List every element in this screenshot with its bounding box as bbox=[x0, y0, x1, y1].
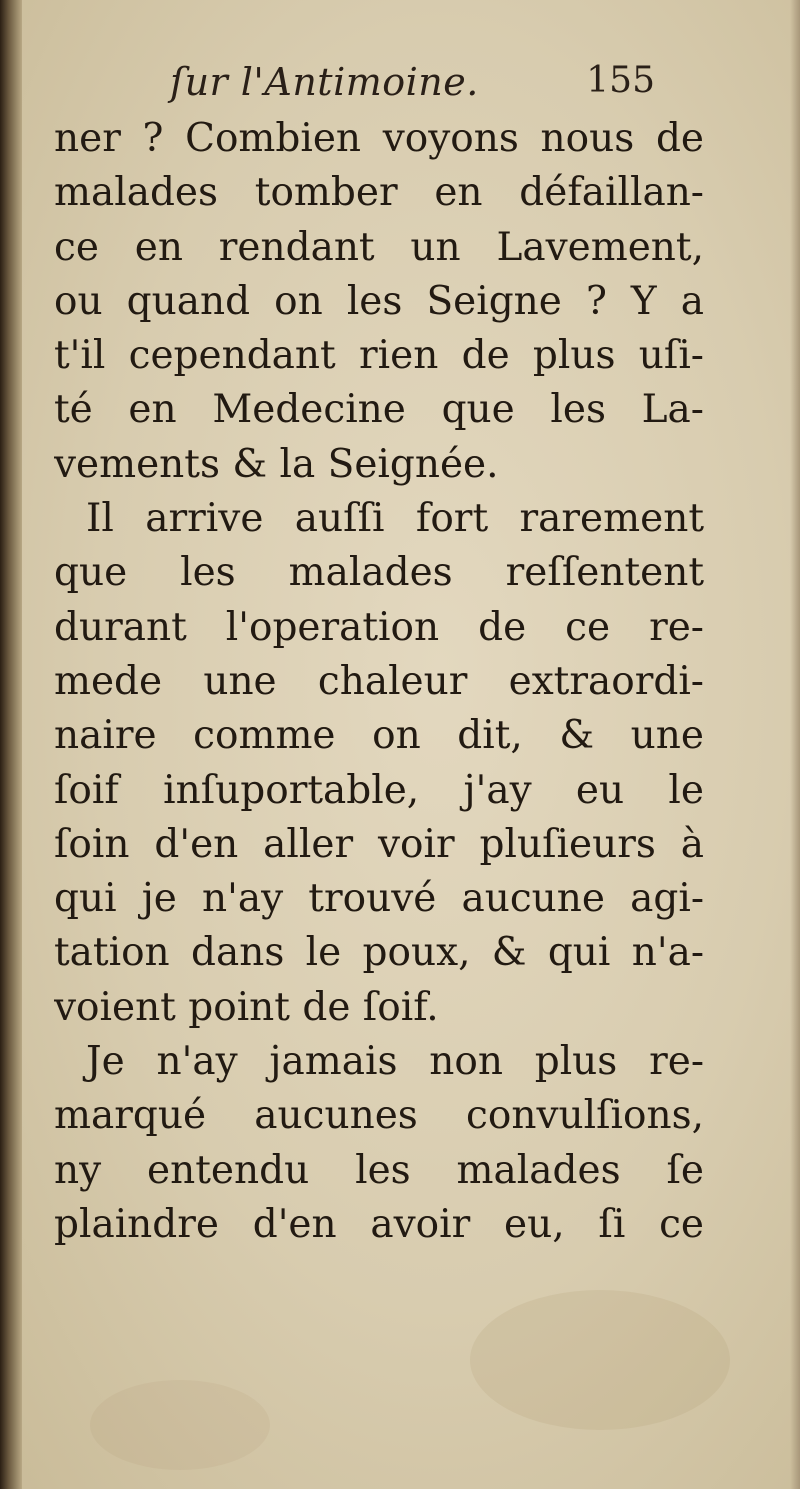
paper-stain bbox=[90, 1380, 270, 1470]
text-line: voient point de ſoif. bbox=[54, 984, 439, 1030]
paragraph-start-line: Je n'ay jamais non plus re- bbox=[86, 1039, 704, 1085]
page-number: 155 bbox=[586, 60, 655, 101]
text-line: ou quand on les Seigne ? Y a bbox=[54, 278, 704, 324]
text-line: marqué aucunes convulſions, bbox=[54, 1093, 704, 1139]
text-line: tation dans le poux, & qui n'a- bbox=[54, 930, 704, 976]
text-line: durant l'operation de ce re- bbox=[54, 604, 704, 650]
text-line: plaindre d'en avoir eu, ſi ce bbox=[54, 1201, 704, 1247]
page-edge bbox=[790, 0, 800, 1489]
paragraph-start-line: Il arrive auſſi fort rarement bbox=[86, 496, 704, 542]
text-line: qui je n'ay trouvé aucune agi- bbox=[54, 876, 704, 922]
paper-stain bbox=[470, 1290, 730, 1430]
text-line: ny entendu les malades ſe bbox=[54, 1147, 704, 1193]
text-line: malades tomber en défaillan- bbox=[54, 170, 704, 216]
text-line: ſoin d'en aller voir pluſieurs à bbox=[54, 821, 704, 867]
text-line: que les malades reſſentent bbox=[54, 550, 704, 596]
text-line: té en Medecine que les La- bbox=[54, 387, 704, 433]
text-line: naire comme on dit, & une bbox=[54, 713, 704, 759]
binding-gutter bbox=[0, 0, 22, 1489]
text-line: ſoif inſuportable, j'ay eu le bbox=[54, 767, 704, 813]
text-line: mede une chaleur extraordi- bbox=[54, 658, 704, 704]
body-text bbox=[54, 112, 704, 1252]
running-head bbox=[170, 60, 670, 116]
text-line: ner ? Combien voyons nous de bbox=[54, 116, 704, 161]
text-line: ce en rendant un Lavement, bbox=[54, 224, 704, 270]
running-head-title: ſur l'Antimoine. bbox=[170, 60, 479, 104]
text-line: t'il cependant rien de plus uſi- bbox=[54, 333, 704, 379]
text-line: vements & la Seignée. bbox=[54, 441, 499, 487]
